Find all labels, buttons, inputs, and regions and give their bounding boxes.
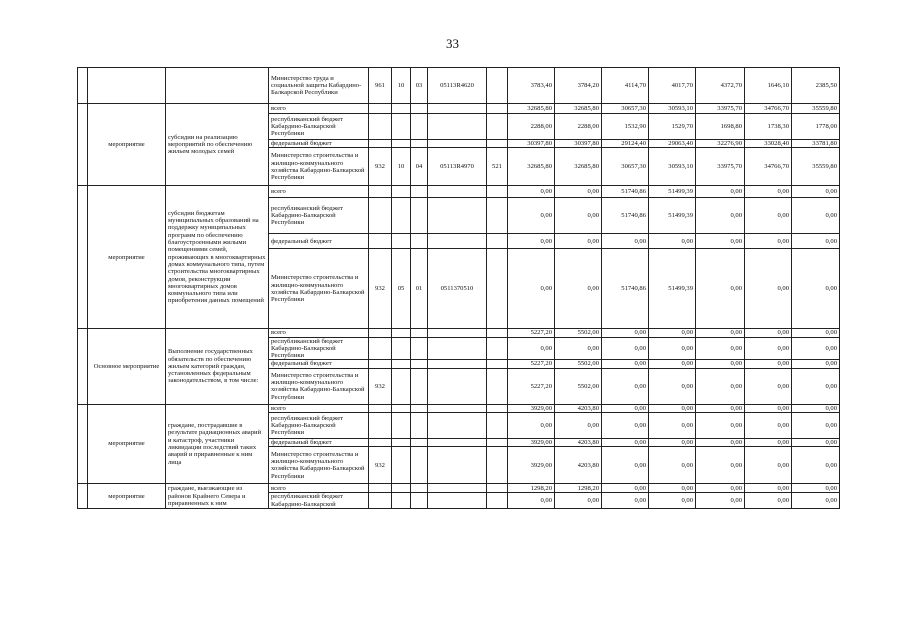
grbs-cell: 961 [369,68,392,104]
source-cell: республиканский бюджет Кабардино-Балкарской Республики [269,198,369,234]
csr-cell [428,198,487,234]
value-cell: 51499,39 [649,198,696,234]
value-cell: 34766,70 [745,104,792,114]
rz-cell [392,104,411,114]
value-cell: 0,00 [792,186,840,198]
vr-cell [487,439,508,447]
value-cell: 0,00 [602,368,649,404]
table-row [78,484,840,493]
pr-cell [411,484,428,493]
page-number: 33 [446,36,459,51]
value-cell: 0,00 [745,337,792,360]
value-cell: 0,00 [745,404,792,412]
vr-cell [487,104,508,114]
rz-cell: 05 [392,249,411,329]
value-cell: 0,00 [555,186,602,198]
value-cell: 5227,20 [508,329,555,337]
value-cell: 5502,00 [555,329,602,337]
value-cell: 3929,00 [508,447,555,484]
pr-cell [411,140,428,148]
value-cell: 0,00 [508,198,555,234]
grbs-cell [369,329,392,337]
value-cell: 5227,20 [508,360,555,368]
value-cell: 33975,70 [696,148,745,186]
value-cell: 1298,20 [508,484,555,493]
grbs-cell [369,234,392,249]
status-cell [88,68,166,104]
value-cell: 1532,90 [602,114,649,140]
value-cell: 30397,80 [555,140,602,148]
value-cell: 0,00 [696,360,745,368]
rz-cell [392,337,411,360]
pr-cell [411,104,428,114]
value-cell: 29124,40 [602,140,649,148]
value-cell: 0,00 [649,484,696,493]
value-cell: 0,00 [555,198,602,234]
csr-cell [428,104,487,114]
value-cell: 32685,80 [555,148,602,186]
value-cell: 0,00 [792,484,840,493]
value-cell: 0,00 [649,404,696,412]
value-cell: 4203,80 [555,447,602,484]
table-row [78,68,840,104]
rz-cell [392,413,411,439]
value-cell: 51499,39 [649,186,696,198]
grbs-cell [369,413,392,439]
rz-cell [392,447,411,484]
csr-cell [428,140,487,148]
pr-cell [411,493,428,509]
source-cell: Министерство труда и социальной защиты Кабардино-Балкарской Республики [269,68,369,104]
rz-cell [392,404,411,412]
source-cell: республиканский бюджет Кабардино-Балкарской Республики [269,337,369,360]
rz-cell [392,360,411,368]
csr-cell [428,114,487,140]
source-cell: всего [269,404,369,412]
csr-cell [428,368,487,404]
value-cell: 0,00 [792,337,840,360]
table-row [78,404,840,412]
vr-cell [487,249,508,329]
source-cell: республиканский бюджет Кабардино-Балкарской Республики [269,413,369,439]
value-cell: 30657,30 [602,104,649,114]
value-cell: 0,00 [555,249,602,329]
value-cell: 0,00 [792,413,840,439]
value-cell: 0,00 [649,493,696,509]
value-cell: 29063,40 [649,140,696,148]
vr-cell [487,337,508,360]
value-cell: 0,00 [602,413,649,439]
value-cell: 51740,86 [602,186,649,198]
source-cell: всего [269,484,369,493]
value-cell: 33028,40 [745,140,792,148]
pr-cell [411,404,428,412]
value-cell: 0,00 [602,329,649,337]
csr-cell [428,329,487,337]
pr-cell [411,198,428,234]
value-cell: 0,00 [745,329,792,337]
value-cell: 0,00 [649,447,696,484]
value-cell: 0,00 [508,234,555,249]
value-cell: 0,00 [745,249,792,329]
vr-cell [487,484,508,493]
value-cell: 0,00 [696,493,745,509]
value-cell: 0,00 [696,337,745,360]
value-cell: 0,00 [649,234,696,249]
description-cell: субсидии на реализацию мероприятий по обеспечению жильем молодых семей [166,104,269,186]
pr-cell: 01 [411,249,428,329]
csr-cell [428,186,487,198]
source-cell: федеральный бюджет [269,140,369,148]
source-cell: республиканский бюджет Кабардино-Балкарской Республики [269,114,369,140]
value-cell: 30593,10 [649,148,696,186]
value-cell: 51499,39 [649,249,696,329]
value-cell: 0,00 [792,404,840,412]
csr-cell [428,413,487,439]
csr-cell [428,337,487,360]
rz-cell [392,368,411,404]
value-cell: 30657,30 [602,148,649,186]
csr-cell [428,234,487,249]
rz-cell [392,493,411,509]
description-cell [166,68,269,104]
csr-cell: 05113R4970 [428,148,487,186]
value-cell: 0,00 [508,186,555,198]
vr-cell [487,404,508,412]
value-cell: 0,00 [649,329,696,337]
value-cell: 5502,00 [555,360,602,368]
value-cell: 0,00 [745,484,792,493]
table-row [78,104,840,114]
value-cell: 3929,00 [508,439,555,447]
rz-cell [392,484,411,493]
value-cell: 1529,70 [649,114,696,140]
value-cell: 0,00 [745,360,792,368]
source-cell: федеральный бюджет [269,439,369,447]
source-cell: Министерство строительства и жилищно-коммунального хозяйства Кабардино-Балкарской Республики [269,368,369,404]
value-cell: 0,00 [745,368,792,404]
value-cell: 0,00 [792,360,840,368]
status-cell: мероприятие [88,186,166,329]
value-cell: 0,00 [696,329,745,337]
vr-cell [487,198,508,234]
value-cell: 3784,20 [555,68,602,104]
vr-cell [487,234,508,249]
budget-table [77,67,840,509]
grbs-cell: 932 [369,447,392,484]
value-cell: 34766,70 [745,148,792,186]
status-cell: мероприятие [88,484,166,509]
rz-cell [392,198,411,234]
value-cell: 0,00 [555,413,602,439]
value-cell: 51740,86 [602,198,649,234]
source-cell: федеральный бюджет [269,360,369,368]
source-cell: Министерство строительства и жилищно-коммунального хозяйства Кабардино-Балкарской Республики [269,249,369,329]
value-cell: 0,00 [555,493,602,509]
pr-cell [411,413,428,439]
vr-cell [487,368,508,404]
grbs-cell [369,484,392,493]
row-marker-cell [78,186,88,329]
value-cell: 32276,90 [696,140,745,148]
status-cell: мероприятие [88,404,166,484]
value-cell: 0,00 [696,186,745,198]
pr-cell [411,186,428,198]
rz-cell [392,186,411,198]
csr-cell: 05113R4620 [428,68,487,104]
value-cell: 0,00 [745,413,792,439]
value-cell: 0,00 [649,439,696,447]
value-cell: 2385,50 [792,68,840,104]
value-cell: 0,00 [696,198,745,234]
grbs-cell [369,493,392,509]
vr-cell [487,186,508,198]
grbs-cell: 932 [369,368,392,404]
rz-cell [392,439,411,447]
value-cell: 0,00 [792,234,840,249]
value-cell: 33781,80 [792,140,840,148]
table-row [78,186,840,198]
vr-cell [487,413,508,439]
value-cell: 0,00 [792,447,840,484]
pr-cell [411,439,428,447]
source-cell: всего [269,329,369,337]
status-cell: мероприятие [88,104,166,186]
row-marker-cell [78,329,88,404]
value-cell: 0,00 [555,234,602,249]
value-cell: 0,00 [696,368,745,404]
pr-cell [411,114,428,140]
value-cell: 0,00 [602,404,649,412]
pr-cell: 04 [411,148,428,186]
csr-cell [428,360,487,368]
source-cell: всего [269,104,369,114]
grbs-cell [369,104,392,114]
source-cell: Министерство строительства и жилищно-коммунального хозяйства Кабардино-Балкарской Республики [269,447,369,484]
value-cell: 0,00 [508,413,555,439]
rz-cell [392,114,411,140]
csr-cell [428,439,487,447]
row-marker-cell [78,104,88,186]
value-cell: 0,00 [696,234,745,249]
value-cell: 0,00 [649,413,696,439]
rz-cell: 10 [392,68,411,104]
pr-cell: 03 [411,68,428,104]
value-cell: 35559,80 [792,104,840,114]
value-cell: 32685,80 [508,104,555,114]
vr-cell [487,493,508,509]
value-cell: 0,00 [745,186,792,198]
csr-cell [428,484,487,493]
pr-cell [411,234,428,249]
grbs-cell [369,360,392,368]
row-marker-cell [78,404,88,484]
csr-cell [428,447,487,484]
value-cell: 0,00 [696,484,745,493]
vr-cell [487,360,508,368]
value-cell: 0,00 [792,329,840,337]
grbs-cell [369,140,392,148]
value-cell: 0,00 [696,413,745,439]
row-marker-cell [78,68,88,104]
value-cell: 0,00 [696,404,745,412]
value-cell: 0,00 [745,447,792,484]
csr-cell [428,493,487,509]
rz-cell: 10 [392,148,411,186]
vr-cell [487,447,508,484]
value-cell: 0,00 [508,493,555,509]
grbs-cell [369,186,392,198]
value-cell: 32685,80 [508,148,555,186]
value-cell: 0,00 [602,493,649,509]
value-cell: 0,00 [696,447,745,484]
value-cell: 1298,20 [555,484,602,493]
value-cell: 0,00 [745,439,792,447]
rz-cell [392,329,411,337]
pr-cell [411,368,428,404]
value-cell: 4114,70 [602,68,649,104]
rz-cell [392,140,411,148]
vr-cell [487,68,508,104]
value-cell: 1738,30 [745,114,792,140]
value-cell: 0,00 [649,368,696,404]
value-cell: 0,00 [792,198,840,234]
value-cell: 0,00 [792,368,840,404]
value-cell: 0,00 [508,249,555,329]
grbs-cell: 932 [369,148,392,186]
pr-cell [411,337,428,360]
value-cell: 0,00 [508,337,555,360]
vr-cell [487,140,508,148]
value-cell: 33975,70 [696,104,745,114]
value-cell: 0,00 [792,249,840,329]
value-cell: 51740,86 [602,249,649,329]
value-cell: 0,00 [649,337,696,360]
row-marker-cell [78,484,88,509]
rz-cell [392,234,411,249]
grbs-cell [369,404,392,412]
value-cell: 0,00 [602,234,649,249]
status-cell: Основное мероприятие [88,329,166,404]
source-cell: республиканский бюджет Кабардино-Балкарской [269,493,369,509]
value-cell: 3929,00 [508,404,555,412]
value-cell: 0,00 [649,360,696,368]
value-cell: 0,00 [745,493,792,509]
source-cell: всего [269,186,369,198]
pr-cell [411,329,428,337]
value-cell: 30397,80 [508,140,555,148]
value-cell: 4203,80 [555,404,602,412]
value-cell: 0,00 [792,493,840,509]
csr-cell [428,404,487,412]
value-cell: 32685,80 [555,104,602,114]
value-cell: 0,00 [696,249,745,329]
description-cell: Выполнение государственных обязательств по обеспечению жильем категорий граждан, установленных федеральным законодательством, в том числе: [166,329,269,404]
pr-cell [411,447,428,484]
value-cell: 0,00 [602,484,649,493]
grbs-cell [369,439,392,447]
value-cell: 0,00 [555,337,602,360]
value-cell: 2288,00 [508,114,555,140]
value-cell: 4017,70 [649,68,696,104]
value-cell: 0,00 [696,439,745,447]
value-cell: 30593,10 [649,104,696,114]
table-row [78,329,840,337]
description-cell: граждане, пострадавшие в результате радиационных аварий и катастроф, участники ликвидации последствий таких аварий и приравненные к ним лица [166,404,269,484]
value-cell: 0,00 [602,360,649,368]
source-cell: Министерство строительства и жилищно-коммунального хозяйства Кабардино-Балкарской Республики [269,148,369,186]
value-cell: 1646,10 [745,68,792,104]
value-cell: 4372,70 [696,68,745,104]
value-cell: 35559,80 [792,148,840,186]
value-cell: 0,00 [602,439,649,447]
grbs-cell [369,198,392,234]
value-cell: 5502,00 [555,368,602,404]
pr-cell [411,360,428,368]
csr-cell: 0511370510 [428,249,487,329]
value-cell: 4203,80 [555,439,602,447]
value-cell: 5227,20 [508,368,555,404]
grbs-cell [369,337,392,360]
description-cell: граждане, выезжающие из районов Крайнего Севера и приравненных к ним [166,484,269,509]
grbs-cell [369,114,392,140]
vr-cell [487,329,508,337]
value-cell: 1778,00 [792,114,840,140]
description-cell: субсидии бюджетам муниципальных образований на поддержку муниципальных программ по обеспечению благоустроенными жилыми помещениями семей, проживающих в многоквартирных домах коммунального типа, путем строительства многоквартирных домов, реконструкции многоквартирных домов коммунального типа или приобретения данных помещений [166,186,269,329]
value-cell: 0,00 [602,337,649,360]
vr-cell: 521 [487,148,508,186]
grbs-cell: 932 [369,249,392,329]
value-cell: 0,00 [745,198,792,234]
value-cell: 3783,40 [508,68,555,104]
value-cell: 0,00 [792,439,840,447]
value-cell: 2288,00 [555,114,602,140]
source-cell: федеральный бюджет [269,234,369,249]
vr-cell [487,114,508,140]
value-cell: 0,00 [745,234,792,249]
value-cell: 1698,80 [696,114,745,140]
value-cell: 0,00 [602,447,649,484]
